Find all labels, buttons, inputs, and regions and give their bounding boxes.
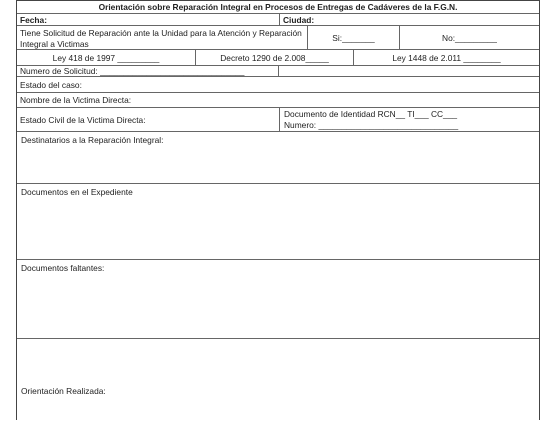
nombre-victima-row: [17, 93, 539, 108]
estado-civil-field[interactable]: Estado Civil de la Victima Directa:: [20, 114, 146, 125]
decreto-1290-field[interactable]: Decreto 1290 de 2.008_____: [195, 50, 353, 65]
numero-solicitud-field[interactable]: Numero de Solicitud: _______________________________: [17, 66, 279, 76]
documentos-faltantes-section: [17, 260, 539, 339]
nombre-victima-field[interactable]: Nombre de la Victima Directa:: [20, 95, 132, 105]
fecha-field[interactable]: Fecha:: [20, 14, 47, 25]
orientacion-section: [17, 339, 539, 421]
documentos-faltantes-label: Documentos faltantes:: [21, 263, 105, 273]
numero-solicitud-row: [17, 66, 539, 77]
estado-caso-row: [17, 77, 539, 93]
estado-civil-row: [17, 108, 539, 132]
numero-documento-field[interactable]: Numero: ______________________________: [284, 120, 459, 130]
orientacion-label: Orientación Realizada:: [21, 386, 106, 396]
documentos-expediente-label: Documentos en el Expediente: [21, 187, 133, 197]
ley-418-field[interactable]: Ley 418 de 1997 _________: [52, 52, 160, 63]
documentos-expediente-section: [17, 184, 539, 260]
solicitud-question: Tiene Solicitud de Reparación ante la Unidad para la Atención y Reparación Integral a Victimas: [20, 28, 302, 49]
estado-caso-field[interactable]: Estado del caso:: [20, 79, 82, 90]
form-title-row: [17, 1, 539, 14]
ciudad-field[interactable]: Ciudad:: [279, 14, 539, 25]
fecha-ciudad-row: [17, 14, 539, 26]
destinatarios-label: Destinatarios a la Reparación Integral:: [21, 135, 164, 145]
solicitud-si-field[interactable]: Si:_______: [307, 26, 399, 49]
orientacion-textarea[interactable]: [17, 399, 539, 421]
ley-1448-field[interactable]: Ley 1448 de 2.011 ________: [353, 50, 539, 65]
solicitud-no-field[interactable]: No:_________: [399, 26, 539, 49]
documentos-faltantes-textarea[interactable]: [17, 274, 539, 338]
documentos-expediente-textarea[interactable]: [17, 198, 539, 259]
reparation-form: [16, 0, 540, 420]
leyes-row: [17, 50, 539, 66]
documento-identidad-field[interactable]: Documento de Identidad RCN__ TI___ CC___: [284, 109, 458, 119]
solicitud-row: [17, 26, 539, 50]
destinatarios-section: [17, 132, 539, 184]
documento-identidad-cell: [279, 108, 539, 131]
form-title: Orientación sobre Reparación Integral en Procesos de Entregas de Cadáveres de la F.G.N.: [98, 2, 458, 12]
destinatarios-textarea[interactable]: [17, 146, 539, 183]
